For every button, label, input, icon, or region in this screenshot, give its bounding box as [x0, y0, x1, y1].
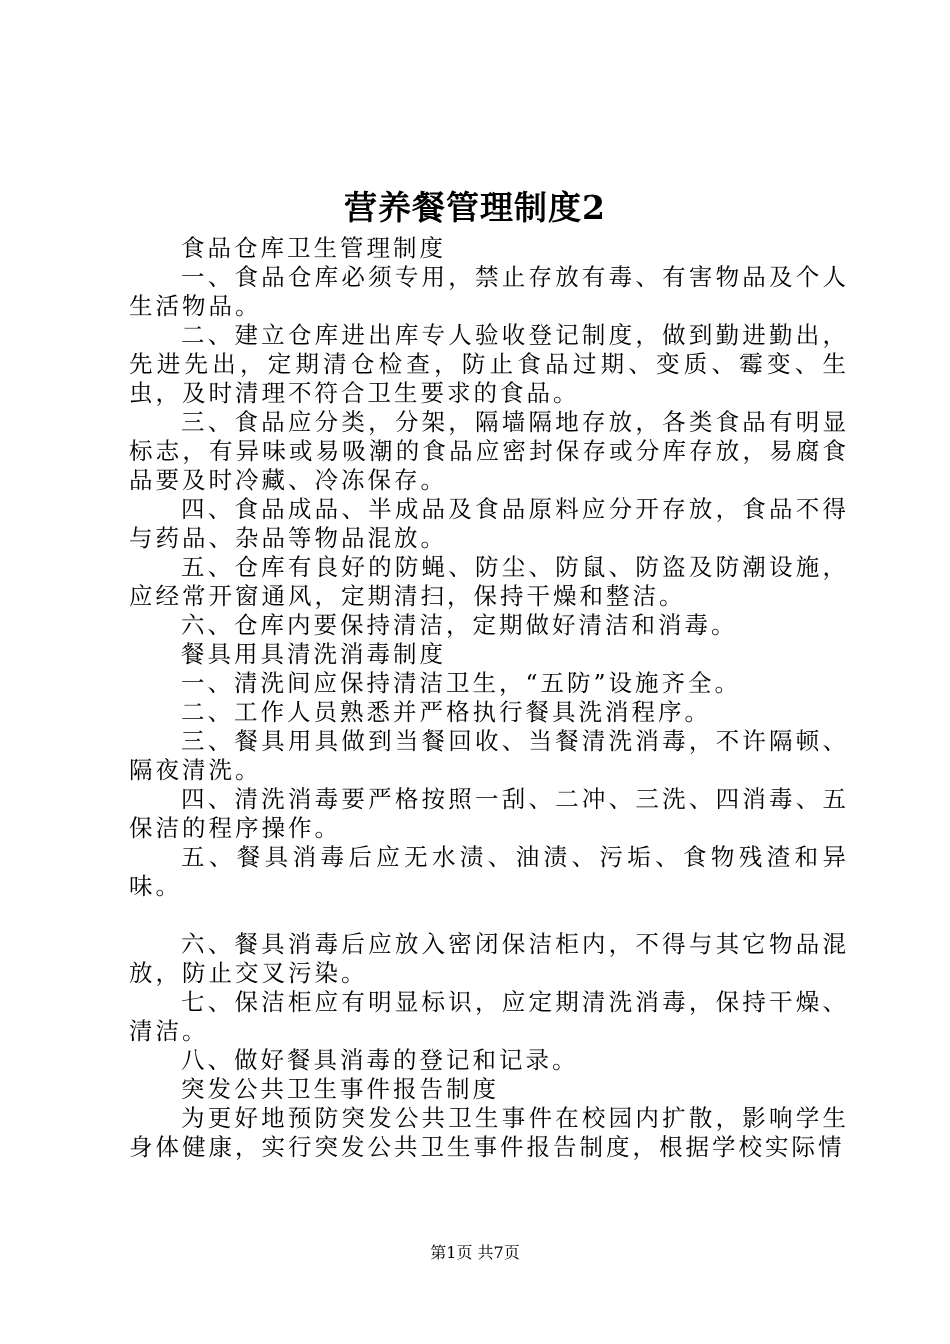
paragraph: 二、建立仓库进出库专人验收登记制度，做到勤进勤出，先进先出，定期清仓检查，防止食品过期、变质、霉变、生虫，及时清理不符合卫生要求的食品。 [129, 321, 849, 407]
section-heading-tableware: 餐具用具清洗消毒制度 [181, 640, 446, 668]
paragraph: 六、仓库内要保持清洁，定期做好清洁和消毒。 [181, 611, 738, 639]
paragraph: 二、工作人员熟悉并严格执行餐具洗消程序。 [181, 698, 711, 726]
page-footer: 第1页 共7页 [430, 1243, 520, 1262]
document-title: 营养餐管理制度2 [344, 188, 606, 227]
paragraph: 四、清洗消毒要严格按照一刮、二冲、三洗、四消毒、五保洁的程序操作。 [129, 785, 849, 842]
paragraph: 四、食品成品、半成品及食品原料应分开存放，食品不得与药品、杂品等物品混放。 [129, 495, 849, 552]
paragraph: 五、餐具消毒后应无水渍、油渍、污垢、食物残渣和异味。 [129, 843, 849, 900]
paragraph: 七、保洁柜应有明显标识，应定期清洗消毒，保持干燥、清洁。 [129, 988, 849, 1045]
paragraph: 一、食品仓库必须专用，禁止存放有毒、有害物品及个人生活物品。 [129, 263, 849, 320]
paragraph: 一、清洗间应保持清洁卫生，“五防”设施齐全。 [181, 669, 742, 697]
paragraph: 三、食品应分类，分架，隔墙隔地存放，各类食品有明显标志，有异味或易吸潮的食品应密封保存或分库存放，易腐食品要及时冷藏、冷冻保存。 [129, 408, 849, 494]
document-body [129, 234, 849, 1162]
section-heading-emergency: 突发公共卫生事件报告制度 [181, 1075, 499, 1103]
paragraph: 三、餐具用具做到当餐回收、当餐清洗消毒，不许隔顿、隔夜清洗。 [129, 727, 849, 784]
paragraph: 八、做好餐具消毒的登记和记录。 [181, 1046, 579, 1074]
paragraph: 六、餐具消毒后应放入密闭保洁柜内，不得与其它物品混放，防止交叉污染。 [129, 930, 849, 987]
blank-line [129, 901, 849, 930]
section-heading-warehouse: 食品仓库卫生管理制度 [181, 234, 446, 262]
paragraph: 为更好地预防突发公共卫生事件在校园内扩散，影响学生身体健康，实行突发公共卫生事件报告制度，根据学校实际情 [129, 1104, 849, 1161]
paragraph: 五、仓库有良好的防蝇、防尘、防鼠、防盗及防潮设施，应经常开窗通风，定期清扫，保持干燥和整洁。 [129, 553, 849, 610]
